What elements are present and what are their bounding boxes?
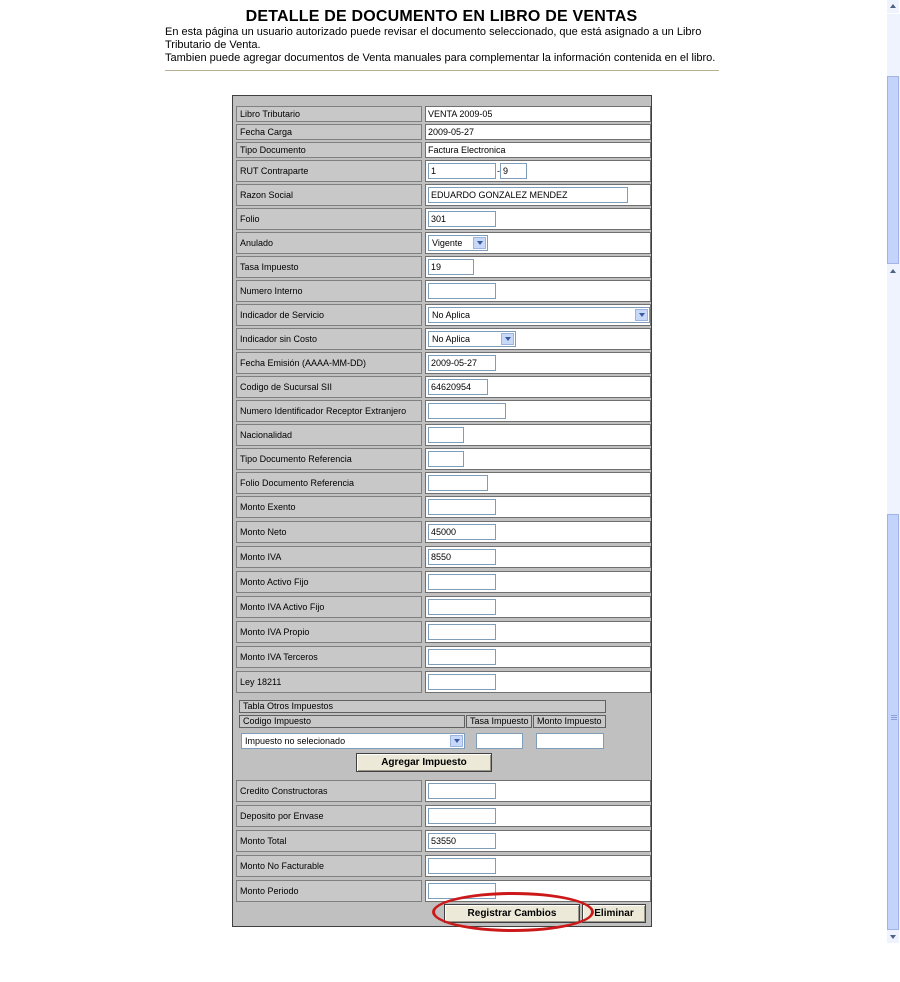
row-libro-tributario (235, 106, 651, 122)
scrollbar-thumb[interactable] (887, 514, 899, 930)
numero-interno-input[interactable] (428, 283, 496, 299)
rut-separator: - (497, 166, 500, 176)
grip-line (891, 719, 897, 720)
monto-periodo-cell (425, 880, 651, 902)
row-tasa-impuesto (235, 256, 651, 278)
nacionalidad-input[interactable] (428, 427, 464, 443)
anulado-cell (425, 232, 651, 254)
razon-social-input[interactable]: EDUARDO GONZALEZ MENDEZ (428, 187, 628, 203)
row-razon-social (235, 184, 651, 206)
monto-exento-input[interactable] (428, 499, 496, 515)
monto-total-input[interactable]: 53550 (428, 833, 496, 849)
row-fecha-carga (235, 124, 651, 140)
indicador-sin-costo-cell (425, 328, 651, 350)
col-tasa-impuesto: Tasa Impuesto (466, 715, 532, 728)
monto-iva-terceros-cell (425, 646, 651, 668)
indicador-servicio-selected: No Aplica (432, 310, 471, 320)
folio-input[interactable]: 301 (428, 211, 496, 227)
tasa-impuesto-cell (425, 256, 651, 278)
rut-input[interactable]: 1 (428, 163, 496, 179)
row-monto-iva (235, 546, 651, 568)
razon-social-label: Razon Social (236, 184, 422, 206)
scrollbar-thumb[interactable] (887, 76, 899, 264)
intro-line-2: Tambien puede agregar documentos de Venta manuales para complementar la información contenida en el libro. (165, 52, 716, 64)
row-folio-doc-referencia (235, 472, 651, 494)
monto-activo-fijo-cell (425, 571, 651, 593)
anulado-label: Anulado (236, 232, 422, 254)
rut-dv-input[interactable]: 9 (500, 163, 527, 179)
monto-iva-label: Monto IVA (236, 546, 422, 568)
col-codigo-impuesto: Codigo Impuesto (239, 715, 465, 728)
fecha-carga-cell (425, 124, 651, 140)
monto-otros-input[interactable] (536, 733, 604, 749)
registrar-cambios-button[interactable]: Registrar Cambios (444, 904, 580, 923)
tipo-doc-referencia-cell (425, 448, 651, 470)
folio-doc-referencia-cell (425, 472, 651, 494)
numero-interno-label: Numero Interno (236, 280, 422, 302)
otros-impuestos-table (235, 696, 651, 776)
monto-exento-cell (425, 496, 651, 518)
monto-iva-activo-fijo-label: Monto IVA Activo Fijo (236, 596, 422, 618)
intro-divider (165, 70, 719, 71)
scroll-up-small-icon[interactable] (888, 266, 898, 276)
grip-line (891, 715, 897, 716)
anulado-selected: Vigente (432, 238, 463, 248)
chevron-down-icon[interactable] (450, 735, 463, 747)
fecha-carga-value: 2009-05-27 (428, 127, 475, 137)
otros-impuestos-title: Tabla Otros Impuestos (239, 700, 606, 713)
ley-18211-input[interactable] (428, 674, 496, 690)
credito-constructoras-input[interactable] (428, 783, 496, 799)
tipo-doc-referencia-input[interactable] (428, 451, 464, 467)
monto-total-label: Monto Total (236, 830, 422, 852)
ley-18211-cell (425, 671, 651, 693)
num-id-receptor-label: Numero Identificador Receptor Extranjero (236, 400, 422, 422)
ley-18211-label: Ley 18211 (236, 671, 422, 693)
row-monto-iva-propio (235, 621, 651, 643)
row-num-id-receptor (235, 400, 651, 422)
monto-periodo-label: Monto Periodo (236, 880, 422, 902)
monto-iva-propio-cell (425, 621, 651, 643)
row-credito-constructoras (235, 780, 651, 802)
indicador-sin-costo-selected: No Aplica (432, 334, 471, 344)
intro-line-1: En esta página un usuario autorizado puede revisar el documento seleccionado, que está asignado a un Libro Tributario de Venta. (165, 26, 702, 51)
monto-iva-activo-fijo-cell (425, 596, 651, 618)
row-monto-exento (235, 496, 651, 518)
scroll-up-icon[interactable] (887, 0, 899, 13)
nacionalidad-cell (425, 424, 651, 446)
anulado-select[interactable] (428, 235, 488, 251)
indicador-servicio-select[interactable] (428, 307, 650, 323)
chevron-down-icon[interactable] (473, 237, 486, 249)
chevron-down-icon[interactable] (501, 333, 514, 345)
monto-iva-terceros-input[interactable] (428, 649, 496, 665)
rut-contraparte-label: RUT Contraparte (236, 160, 422, 182)
row-monto-iva-activo-fijo (235, 596, 651, 618)
monto-neto-input[interactable]: 45000 (428, 524, 496, 540)
document-form (232, 95, 652, 927)
razon-social-cell (425, 184, 651, 206)
monto-iva-terceros-label: Monto IVA Terceros (236, 646, 422, 668)
libro-tributario-cell (425, 106, 651, 122)
agregar-impuesto-button[interactable]: Agregar Impuesto (356, 753, 492, 772)
chevron-down-icon[interactable] (635, 309, 648, 321)
monto-iva-propio-input[interactable] (428, 624, 496, 640)
monto-iva-propio-label: Monto IVA Propio (236, 621, 422, 643)
row-nacionalidad (235, 424, 651, 446)
monto-iva-input[interactable]: 8550 (428, 549, 496, 565)
codigo-sucursal-cell (425, 376, 651, 398)
indicador-sin-costo-select[interactable] (428, 331, 516, 347)
monto-no-facturable-cell (425, 855, 651, 877)
folio-doc-referencia-input[interactable] (428, 475, 488, 491)
monto-exento-label: Monto Exento (236, 496, 422, 518)
tipo-documento-cell (425, 142, 651, 158)
row-monto-activo-fijo (235, 571, 651, 593)
page-intro (165, 26, 725, 65)
libro-tributario-value: VENTA 2009-05 (428, 109, 493, 119)
fecha-emision-input[interactable]: 2009-05-27 (428, 355, 496, 371)
scroll-down-icon[interactable] (887, 930, 899, 943)
monto-iva-cell (425, 546, 651, 568)
fecha-emision-label: Fecha Emisión (AAAA-MM-DD) (236, 352, 422, 374)
indicador-servicio-cell (425, 304, 651, 326)
deposito-envase-input[interactable] (428, 808, 496, 824)
monto-neto-label: Monto Neto (236, 521, 422, 543)
grip-line (891, 717, 897, 718)
row-monto-neto (235, 521, 651, 543)
codigo-sucursal-label: Codigo de Sucursal SII (236, 376, 422, 398)
codigo-sucursal-input[interactable]: 64620954 (428, 379, 488, 395)
folio-cell (425, 208, 651, 230)
row-rut-contraparte (235, 160, 651, 182)
row-fecha-emision (235, 352, 651, 374)
libro-tributario-label: Libro Tributario (236, 106, 422, 122)
folio-label: Folio (236, 208, 422, 230)
monto-no-facturable-input[interactable] (428, 858, 496, 874)
row-tipo-documento (235, 142, 651, 158)
row-codigo-sucursal (235, 376, 651, 398)
tipo-doc-referencia-label: Tipo Documento Referencia (236, 448, 422, 470)
credito-constructoras-cell (425, 780, 651, 802)
monto-neto-cell (425, 521, 651, 543)
row-folio (235, 208, 651, 230)
credito-constructoras-label: Credito Constructoras (236, 780, 422, 802)
monto-total-cell (425, 830, 651, 852)
row-monto-iva-terceros (235, 646, 651, 668)
monto-activo-fijo-input[interactable] (428, 574, 496, 590)
tasa-impuesto-input[interactable]: 19 (428, 259, 474, 275)
fecha-carga-label: Fecha Carga (236, 124, 422, 140)
monto-no-facturable-label: Monto No Facturable (236, 855, 422, 877)
monto-periodo-input[interactable] (428, 883, 496, 899)
row-deposito-envase (235, 805, 651, 827)
col-monto-impuesto: Monto Impuesto (533, 715, 606, 728)
page-title: DETALLE DE DOCUMENTO EN LIBRO DE VENTAS (245, 8, 638, 25)
num-id-receptor-input[interactable] (428, 403, 506, 419)
rut-contraparte-cell (425, 160, 651, 182)
tasa-otros-input[interactable] (476, 733, 523, 749)
tipo-documento-label: Tipo Documento (236, 142, 422, 158)
row-numero-interno (235, 280, 651, 302)
codigo-impuesto-selected: Impuesto no selecionado (245, 736, 346, 746)
nacionalidad-label: Nacionalidad (236, 424, 422, 446)
row-monto-total (235, 830, 651, 852)
indicador-servicio-label: Indicador de Servicio (236, 304, 422, 326)
row-indicador-sin-costo (235, 328, 651, 350)
fecha-emision-cell (425, 352, 651, 374)
tasa-impuesto-label: Tasa Impuesto (236, 256, 422, 278)
row-anulado (235, 232, 651, 254)
row-ley-18211 (235, 671, 651, 693)
num-id-receptor-cell (425, 400, 651, 422)
deposito-envase-label: Deposito por Envase (236, 805, 422, 827)
row-tipo-doc-referencia (235, 448, 651, 470)
indicador-sin-costo-label: Indicador sin Costo (236, 328, 422, 350)
row-monto-periodo (235, 880, 651, 902)
row-indicador-servicio (235, 304, 651, 326)
monto-activo-fijo-label: Monto Activo Fijo (236, 571, 422, 593)
numero-interno-cell (425, 280, 651, 302)
deposito-envase-cell (425, 805, 651, 827)
eliminar-button[interactable]: Eliminar (582, 904, 646, 923)
vertical-scrollbar[interactable] (886, 0, 900, 944)
monto-iva-activo-fijo-input[interactable] (428, 599, 496, 615)
row-monto-no-facturable (235, 855, 651, 877)
codigo-impuesto-select[interactable] (241, 733, 465, 749)
tipo-documento-value: Factura Electronica (428, 145, 506, 155)
folio-doc-referencia-label: Folio Documento Referencia (236, 472, 422, 494)
